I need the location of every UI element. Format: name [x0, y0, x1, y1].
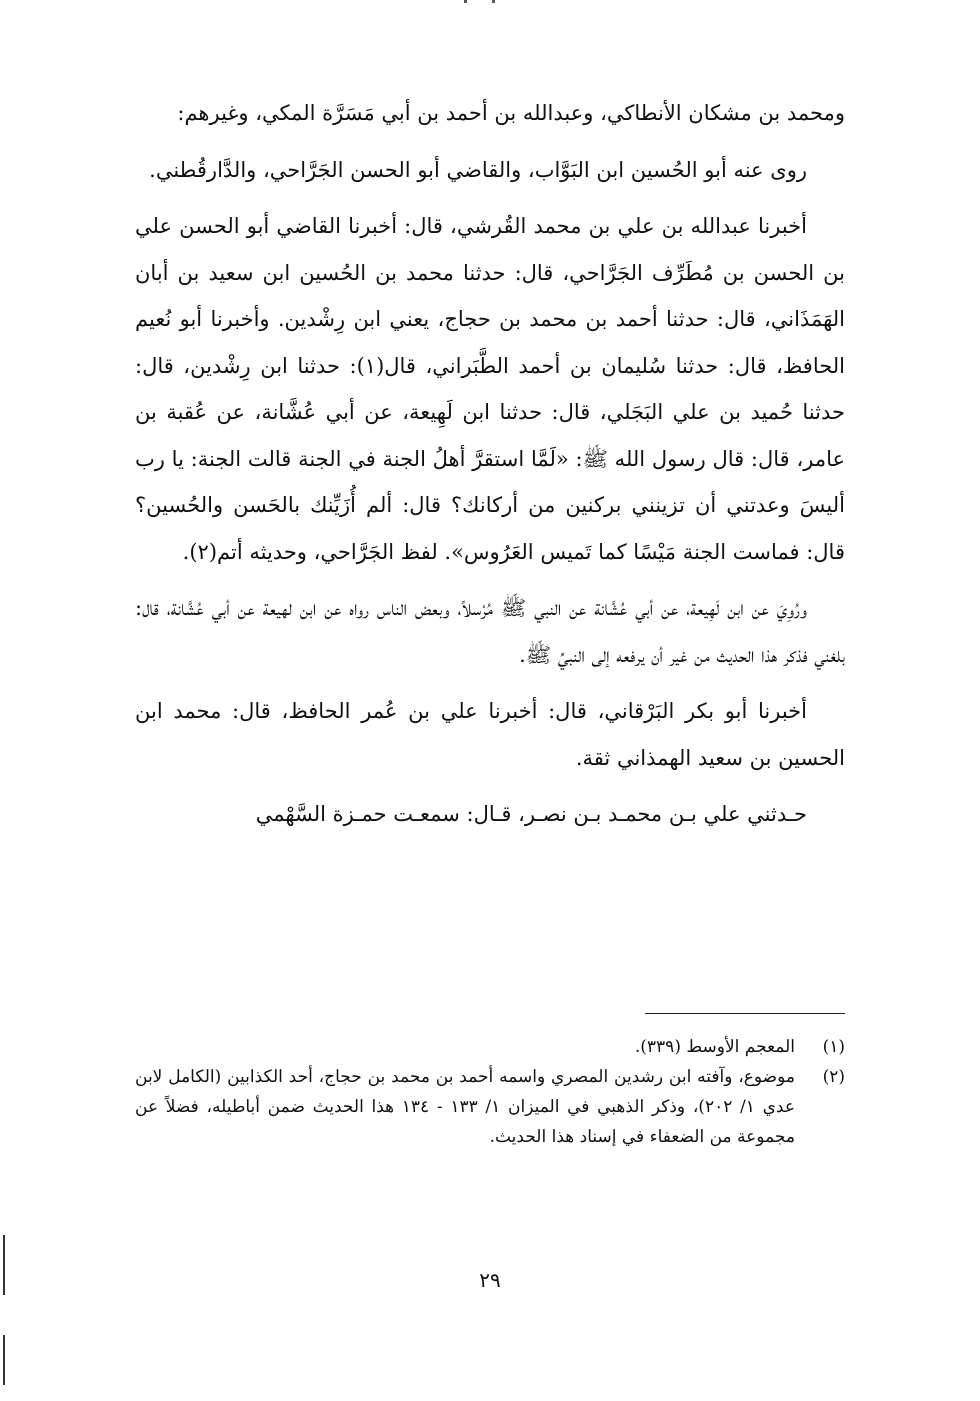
- page-number: ٢٩: [479, 1268, 501, 1292]
- speck: [464, 0, 467, 3]
- footnote-text: المعجم الأوسط (٣٣٩).: [634, 1037, 795, 1057]
- footnote: [135, 1032, 845, 1062]
- footnotes: [135, 1032, 845, 1152]
- paragraph: ورُوِيَ عن ابن لَهِيعة، عن أبي عُشَّانة عن النبي ﷺ مُرْسلاً، وبعض الناس رواه عن ابن لهيعة عن أبي عُشَّانة، قال: بلغني فذكر هذا الحديث من غير أن يرفعه إلى النبيِّ ﷺ.: [135, 596, 845, 667]
- top-edge-specks: [462, 0, 502, 4]
- paragraph: روى عنه أبو الحُسين ابن البَوَّاب، والقاضي أبو الحسن الجَرَّاحي، والدَّارقُطني.: [149, 157, 807, 182]
- footnote-number: (١): [822, 1037, 845, 1057]
- footnote-number: (٢): [822, 1067, 845, 1087]
- scan-edge-mark: [3, 1235, 5, 1295]
- speck: [492, 0, 495, 3]
- paragraph: حـدثني علي بـن محمـد بـن نصـر، قـال: سمعـت حمـزة السَّهْمي: [255, 802, 807, 826]
- paragraph: أخبرنا أبو بكر البَرْقاني، قال: أخبرنا علي بن عُمر الحافظ، قال: محمد ابن الحسين بن سعيد الهمذاني ثقة.: [135, 699, 845, 770]
- scan-edge-mark: [3, 1335, 5, 1385]
- footnote: [135, 1062, 845, 1152]
- paragraph: أخبرنا عبدالله بن علي بن محمد القُرشي، قال: أخبرنا القاضي أبو الحسن علي بن الحسن بن مُطَرِّف الجَرَّاحي، قال: حدثنا محمد بن الحُسين ابن سعيد بن أبان الهَمَذَاني، قال: حدثنا أحمد بن محمد بن حجاج، يعني ابن رِشْدين. وأخبرنا أبو نُعيم الحافظ، قال: حدثنا سُليمان بن أحمد الطَّبَراني، قال(١): حدثنا ابن رِشْدين، قال: حدثنا حُميد بن علي البَجَلي، قال: حدثنا ابن لَهِيعة، عن أبي عُشَّانة، عن عُقبة بن عامر، قال: قال رسول الله ﷺ: «لَمَّا استقرَّ أهلُ الجنة في الجنة قالت الجنة: يا رب أليسَ وعدتني أن تزينني بركنين من أركانك؟ قال: ألم أُزَيِّنك بالحَسن والحُسين؟ قال: فماست الجنة مَيْسًا كما تَميس العَرُوس». لفظ الجَرَّاحي، وحديثه أتم(٢).: [135, 214, 845, 564]
- footnote-text: موضوع، وآفته ابن رشدين المصري واسمه أحمد بن محمد بن حجاج، أحد الكذابين (الكامل لابن عدي ١/ ٢٠٢)، وذكر الذهبي في الميزان ١/ ١٣٣ - ١٣٤ هذا الحديث ضمن أباطيله، فضلاً عن مجموعة من الضعفاء في إسناد هذا الحديث.: [135, 1067, 795, 1147]
- main-text: [135, 90, 845, 838]
- footnote-separator: [645, 1013, 845, 1014]
- paragraph: ومحمد بن مشكان الأنطاكي، وعبدالله بن أحمد بن أبي مَسَرَّة المكي، وغيرهم:: [177, 101, 845, 125]
